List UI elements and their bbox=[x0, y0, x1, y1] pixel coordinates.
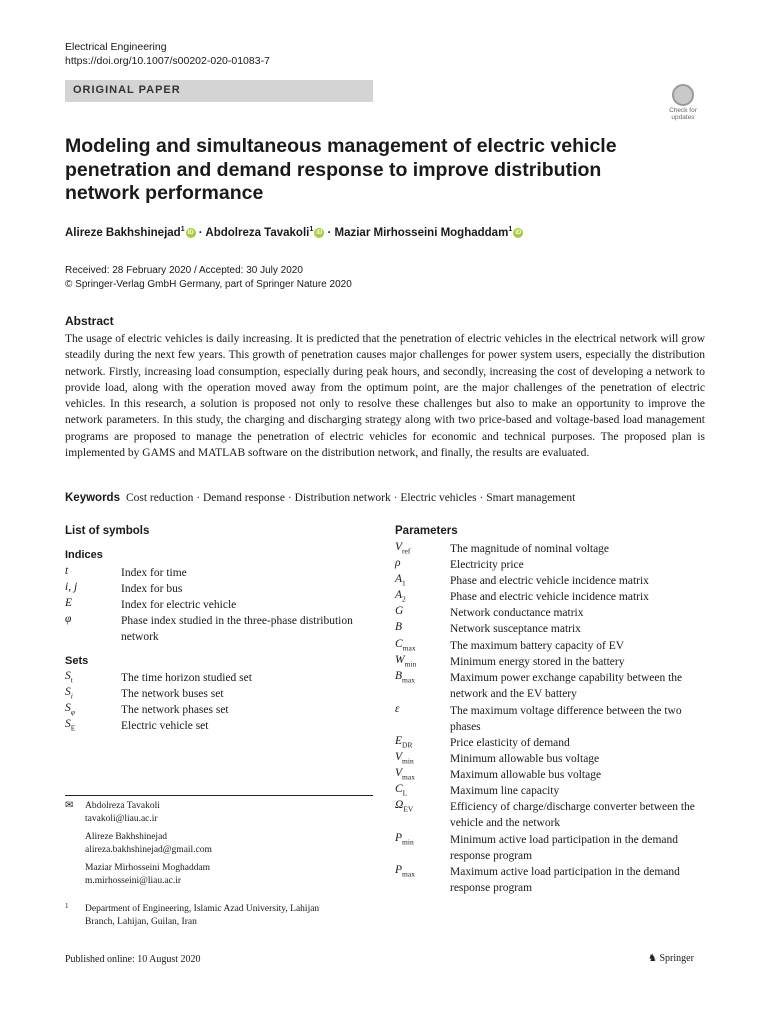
parameter-symbol: $P_{max}$ bbox=[395, 864, 415, 879]
keywords-heading: Keywords bbox=[65, 492, 120, 504]
symbol-description: The network buses set bbox=[121, 688, 224, 700]
correspondence-block bbox=[65, 800, 385, 887]
contact-entry bbox=[65, 800, 385, 825]
contact-email[interactable]: m.mirhosseini@liau.ac.ir bbox=[85, 875, 182, 886]
symbol-description: Phase index studied in the three-phase distribution network bbox=[121, 615, 353, 644]
abstract-text: The usage of electric vehicles is daily increasing. It is predicted that the penetration of electric vehicles in the electrical network will grow steadily during the next few years. This growth of penetration causes major challenges for power system users, especially the distribution network. Firstly, increasing load consumption, especially during peak hours, and secondly, increasing the cost of developing a network to provide load, along with the operation moved away from the optimum point, are the major challenges of the penetration of electric vehicles. In this research, a solution is proposed not only to resolve these challenges but also to make an opportunity to improve the network parameters. In this study, the charging and discharging strategy along with two price-based and voltage-based load management programs are proposed to manage the penetration of electric vehicles for economic and technical purposes. The proposed plan is implemented by GAMS and MATLAB software on the distribution network, and finally, the results are evaluated. bbox=[65, 333, 705, 460]
author-name[interactable]: Alireze Bakhshinejad bbox=[65, 226, 181, 239]
orcid-icon[interactable]: iD bbox=[515, 229, 522, 236]
symbol-description: Index for bus bbox=[121, 583, 183, 595]
parameter-symbol: $P_{min}$ bbox=[395, 832, 414, 847]
indices-heading: Indices bbox=[65, 549, 103, 561]
orcid-icon[interactable]: iD bbox=[316, 229, 323, 236]
parameter-description: Minimum allowable bus voltage bbox=[450, 753, 600, 765]
contact-email[interactable]: tavakoli@liau.ac.ir bbox=[85, 813, 158, 824]
symbol: $S_\varphi$ bbox=[65, 702, 75, 717]
contact-name: Maziar Mirhosseini Moghaddam bbox=[85, 863, 211, 873]
parameter-description: Maximum power exchange capability between the network and the EV battery bbox=[450, 672, 683, 701]
parameter-symbol: $E_{DR}$ bbox=[395, 735, 413, 750]
author-affiliation-mark: 1 bbox=[309, 226, 314, 233]
check-for-updates-icon bbox=[672, 84, 694, 106]
parameter-description: Maximum allowable bus voltage bbox=[450, 769, 602, 781]
abstract-heading: Abstract bbox=[65, 314, 114, 328]
parameter-symbol: $\Omega_{EV}$ bbox=[395, 799, 414, 814]
author-affiliation-mark: 1 bbox=[180, 226, 185, 233]
parameter-symbol: G bbox=[395, 605, 404, 617]
parameter-description: Price elasticity of demand bbox=[450, 737, 570, 749]
symbol-description: The time horizon studied set bbox=[121, 672, 252, 684]
dates-block bbox=[65, 264, 352, 292]
symbol: $S_t$ bbox=[65, 670, 73, 685]
article-type-bar bbox=[65, 80, 373, 102]
parameter-symbol: $W_{min}$ bbox=[395, 654, 417, 669]
parameter-symbol: $C_{max}$ bbox=[395, 638, 416, 653]
symbol: E bbox=[65, 597, 73, 609]
copyright: © Springer-Verlag GmbH Germany, part of Springer Nature 2020 bbox=[65, 279, 352, 290]
parameter-symbol: ρ bbox=[395, 557, 401, 569]
journal-header bbox=[65, 40, 270, 68]
parameter-symbol: B bbox=[395, 621, 403, 633]
keywords-text: Cost reduction · Demand response · Distribution network · Electric vehicles · Smart management bbox=[125, 492, 576, 504]
contact-email[interactable]: alireza.bakhshinejad@gmail.com bbox=[85, 844, 212, 855]
springer-horse-icon: ♞ bbox=[648, 953, 657, 964]
parameter-symbol: $C_L$ bbox=[395, 783, 408, 798]
orcid-icon[interactable]: iD bbox=[187, 229, 194, 236]
parameter-symbol: $A_2$ bbox=[395, 589, 406, 604]
publisher-logo bbox=[648, 953, 694, 964]
affiliation-number: 1 bbox=[65, 902, 69, 910]
parameter-description: Minimum energy stored in the battery bbox=[450, 656, 625, 668]
contact-entry bbox=[65, 862, 385, 887]
parameter-symbol: ε bbox=[395, 703, 400, 715]
footnote-rule bbox=[65, 795, 373, 796]
author-affiliation-mark: 1 bbox=[508, 226, 513, 233]
contact-name: Abdolreza Tavakoli bbox=[85, 801, 160, 811]
symbol-description: Index for electric vehicle bbox=[121, 599, 237, 611]
keywords bbox=[65, 492, 575, 504]
envelope-icon: ✉ bbox=[65, 800, 74, 811]
symbol: t bbox=[65, 565, 69, 577]
contact-name: Alireze Bakhshinejad bbox=[85, 832, 168, 842]
parameter-description: Phase and electric vehicle incidence matrix bbox=[450, 591, 649, 603]
symbols-heading: List of symbols bbox=[65, 525, 150, 537]
author-list: Alireze Bakhshinejad$^1$ iD · Abdolreza Tavakoli$^1$ iD · Maziar Mirhosseini Moghaddam$^1$ iD bbox=[65, 226, 522, 239]
affiliation-text: Department of Engineering, Islamic Azad University, Lahijan Branch, Lahijan, Guilan, Iran bbox=[85, 904, 320, 927]
parameter-description: Network susceptance matrix bbox=[450, 623, 581, 635]
parameter-symbol: $B_{max}$ bbox=[395, 670, 415, 685]
contact-entry bbox=[65, 831, 385, 856]
parameter-symbol: $V_{ref}$ bbox=[395, 541, 411, 556]
symbol-description: Index for time bbox=[121, 567, 187, 579]
badge-text: Check for updates bbox=[669, 107, 697, 121]
parameter-description: Minimum active load participation in the demand response program bbox=[450, 834, 679, 863]
parameter-description: Maximum line capacity bbox=[450, 785, 560, 797]
journal-name: Electrical Engineering bbox=[65, 41, 167, 53]
paper-title: Modeling and simultaneous management of electric vehicle penetration and demand response to improve distribution network performance bbox=[65, 135, 617, 204]
symbol-description: Electric vehicle set bbox=[121, 720, 209, 732]
doi-link[interactable]: https://doi.org/10.1007/s00202-020-01083-7 bbox=[65, 55, 270, 67]
parameter-description: The magnitude of nominal voltage bbox=[450, 543, 610, 555]
publisher-name: Springer bbox=[659, 953, 694, 964]
parameter-description: The maximum battery capacity of EV bbox=[450, 640, 625, 652]
parameter-description: Electricity price bbox=[450, 559, 524, 571]
parameter-description: The maximum voltage difference between the two phases bbox=[450, 705, 682, 734]
article-type-label: ORIGINAL PAPER bbox=[73, 84, 181, 96]
check-for-updates-badge[interactable] bbox=[666, 84, 700, 124]
affiliation bbox=[65, 903, 385, 929]
parameters-heading: Parameters bbox=[395, 525, 458, 537]
received-accepted: Received: 28 February 2020 / Accepted: 30 July 2020 bbox=[65, 265, 303, 276]
symbol-description: The network phases set bbox=[121, 704, 229, 716]
parameter-symbol: $A_1$ bbox=[395, 573, 406, 588]
parameter-description: Efficiency of charge/discharge converter between the vehicle and the network bbox=[450, 801, 695, 830]
sets-heading: Sets bbox=[65, 655, 89, 667]
symbol: $S_E$ bbox=[65, 718, 76, 733]
symbol: φ bbox=[65, 613, 72, 625]
parameter-symbol: $V_{min}$ bbox=[395, 751, 414, 766]
author-name[interactable]: Abdolreza Tavakoli bbox=[205, 226, 310, 239]
published-date: Published online: 10 August 2020 bbox=[65, 954, 201, 965]
parameter-symbol: $V_{max}$ bbox=[395, 767, 415, 782]
parameter-description: Phase and electric vehicle incidence matrix bbox=[450, 575, 649, 587]
author-name[interactable]: Maziar Mirhosseini Moghaddam bbox=[334, 226, 509, 239]
symbol: i, j bbox=[65, 581, 78, 593]
parameter-description: Network conductance matrix bbox=[450, 607, 584, 619]
symbol: $S_i$ bbox=[65, 686, 73, 701]
parameter-description: Maximum active load participation in the demand response program bbox=[450, 866, 680, 895]
